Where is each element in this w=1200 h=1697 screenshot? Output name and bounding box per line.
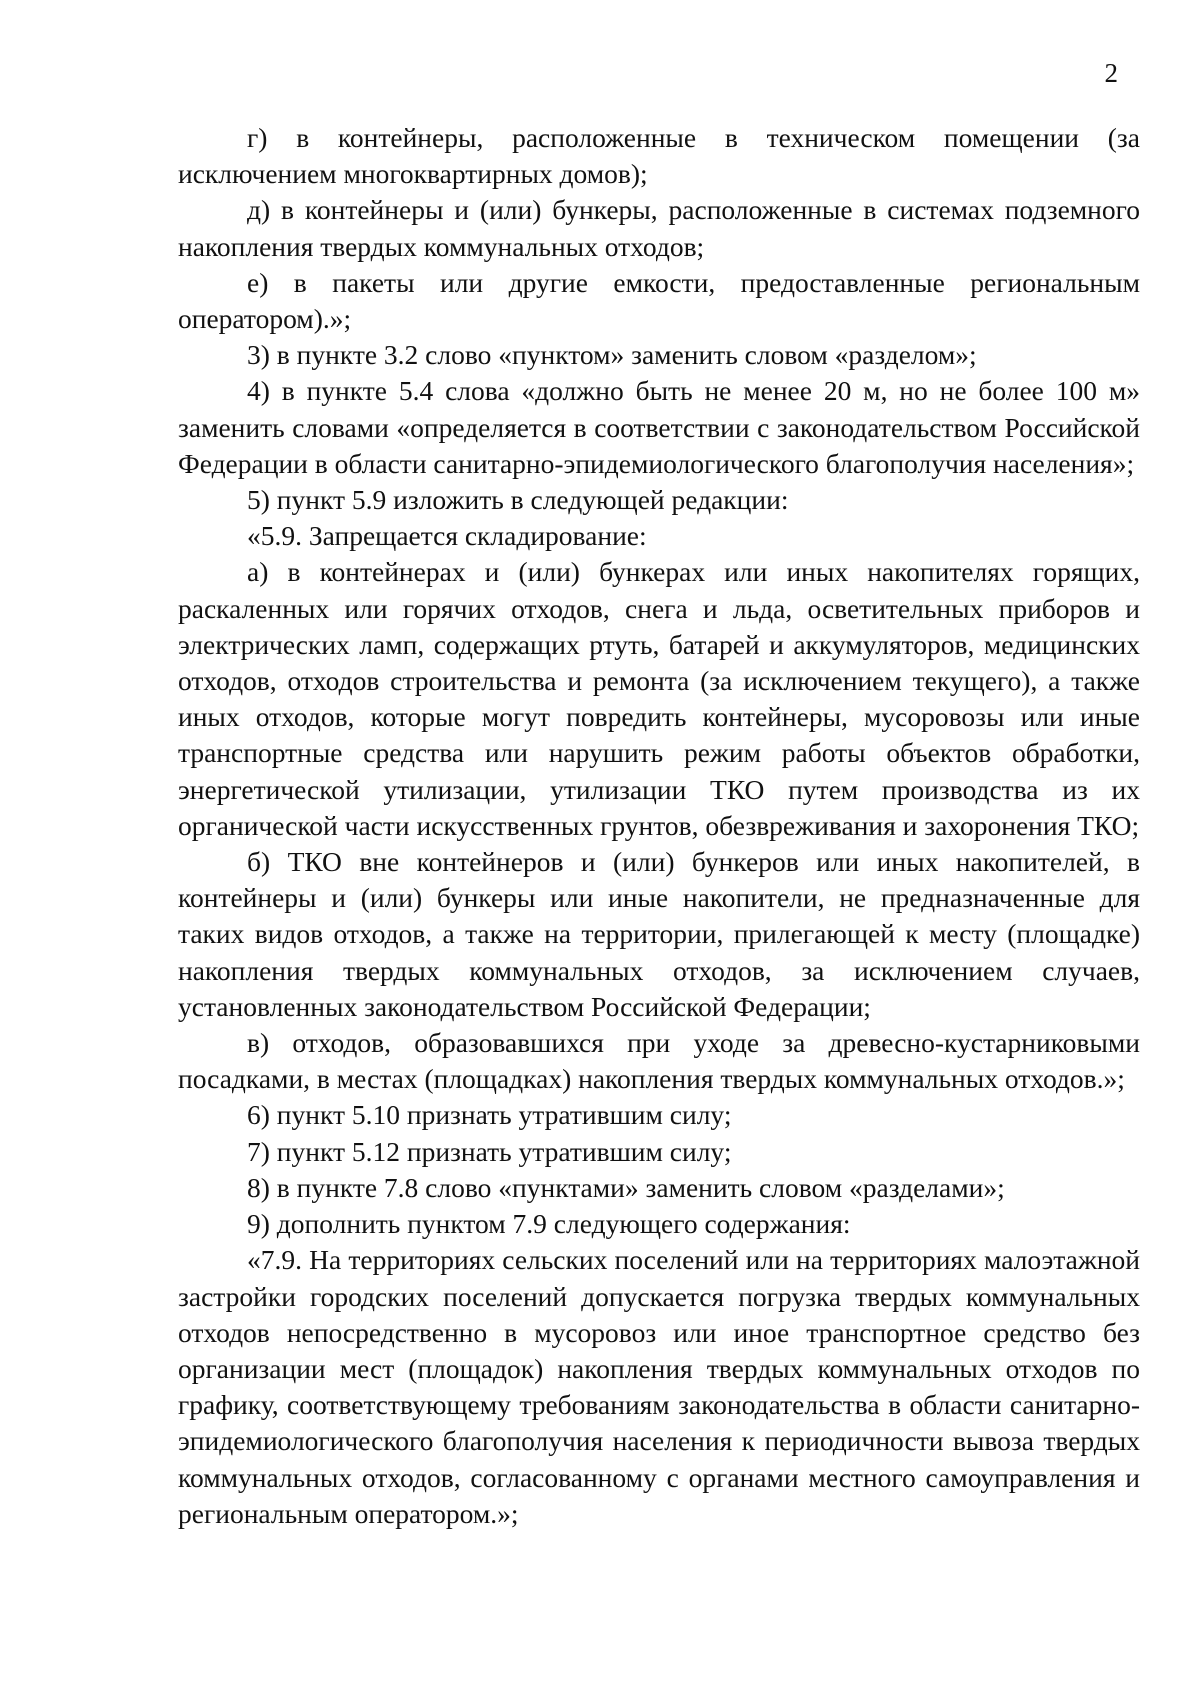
document-body — [178, 120, 1140, 1532]
paragraph-amendment-5: 5) пункт 5.9 изложить в следующей редакции: — [247, 484, 789, 516]
page-number: 2 — [1104, 58, 1118, 88]
paragraph-item-e: е) в пакеты или другие емкости, предоставленные региональным оператором).»; — [178, 266, 1140, 335]
paragraph-clause-5-9-b: б) ТКО вне контейнеров и (или) бункеров или иных накопителей, в контейнеры и (или) бункеры или иные накопители, не предназначенные для таких видов отходов, а также на территории, прилегающей к месту (площадке) накопления твердых коммунальных отходов, за исключением случаев, установленных законодательством Российской Федерации; — [178, 846, 1140, 1022]
paragraph-clause-5-9-v: в) отходов, образовавшихся при уходе за древесно-кустарниковыми посадками, в местах (площадках) накопления твердых коммунальных отходов.»; — [178, 1027, 1140, 1095]
paragraph-clause-5-9-a: а) в контейнерах и (или) бункерах или иных накопителях горящих, раскаленных или горячих отходов, снега и льда, осветительных приборов и электрических ламп, содержащих ртуть, батарей и аккумуляторов, медицинских отходов, отходов строительства и ремонта (за исключением текущего), а также иных отходов, которые могут повредить контейнеры, мусоровозы или иные транспортные средства или нарушить режим работы объектов обработки, энергетической утилизации, утилизации ТКО путем производства из их органической части искусственных грунтов, обезвреживания и захоронения ТКО; — [178, 556, 1140, 841]
paragraph-amendment-9: 9) дополнить пунктом 7.9 следующего содержания: — [247, 1208, 851, 1240]
paragraph-amendment-8: 8) в пункте 7.8 слово «пунктами» заменить словом «разделами»; — [247, 1171, 1005, 1203]
paragraph-amendment-7: 7) пункт 5.12 признать утратившим силу; — [247, 1135, 732, 1167]
paragraph-amendment-6: 6) пункт 5.10 признать утратившим силу; — [247, 1099, 732, 1131]
paragraph-item-d: д) в контейнеры и (или) бункеры, расположенные в системах подземного накопления твердых коммунальных отходов; — [178, 194, 1140, 262]
paragraph-clause-5-9: «5.9. Запрещается складирование: — [247, 520, 647, 552]
paragraph-amendment-3: 3) в пункте 3.2 слово «пунктом» заменить словом «разделом»; — [247, 339, 977, 371]
paragraph-item-g: г) в контейнеры, расположенные в техническом помещении (за исключением многоквартирных домов); — [178, 122, 1140, 190]
paragraph-amendment-4: 4) в пункте 5.4 слова «должно быть не менее 20 м, но не более 100 м» заменить словами «определяется в соответствии с законодательством Российской Федерации в области санитарно-эпидемиологического благополучия населения»; — [178, 375, 1140, 479]
paragraph-clause-7-9: «7.9. На территориях сельских поселений или на территориях малоэтажной застройки городских поселений допускается погрузка твердых коммунальных отходов непосредственно в мусоровоз или иное транспортное средство без организации мест (площадок) накопления твердых коммунальных отходов по графику, соответствующему требованиям законодательства в области санитарно-эпидемиологического благополучия населения к периодичности вывоза твердых коммунальных отходов, согласованному с органами местного самоуправления и региональным оператором.»; — [178, 1244, 1140, 1529]
